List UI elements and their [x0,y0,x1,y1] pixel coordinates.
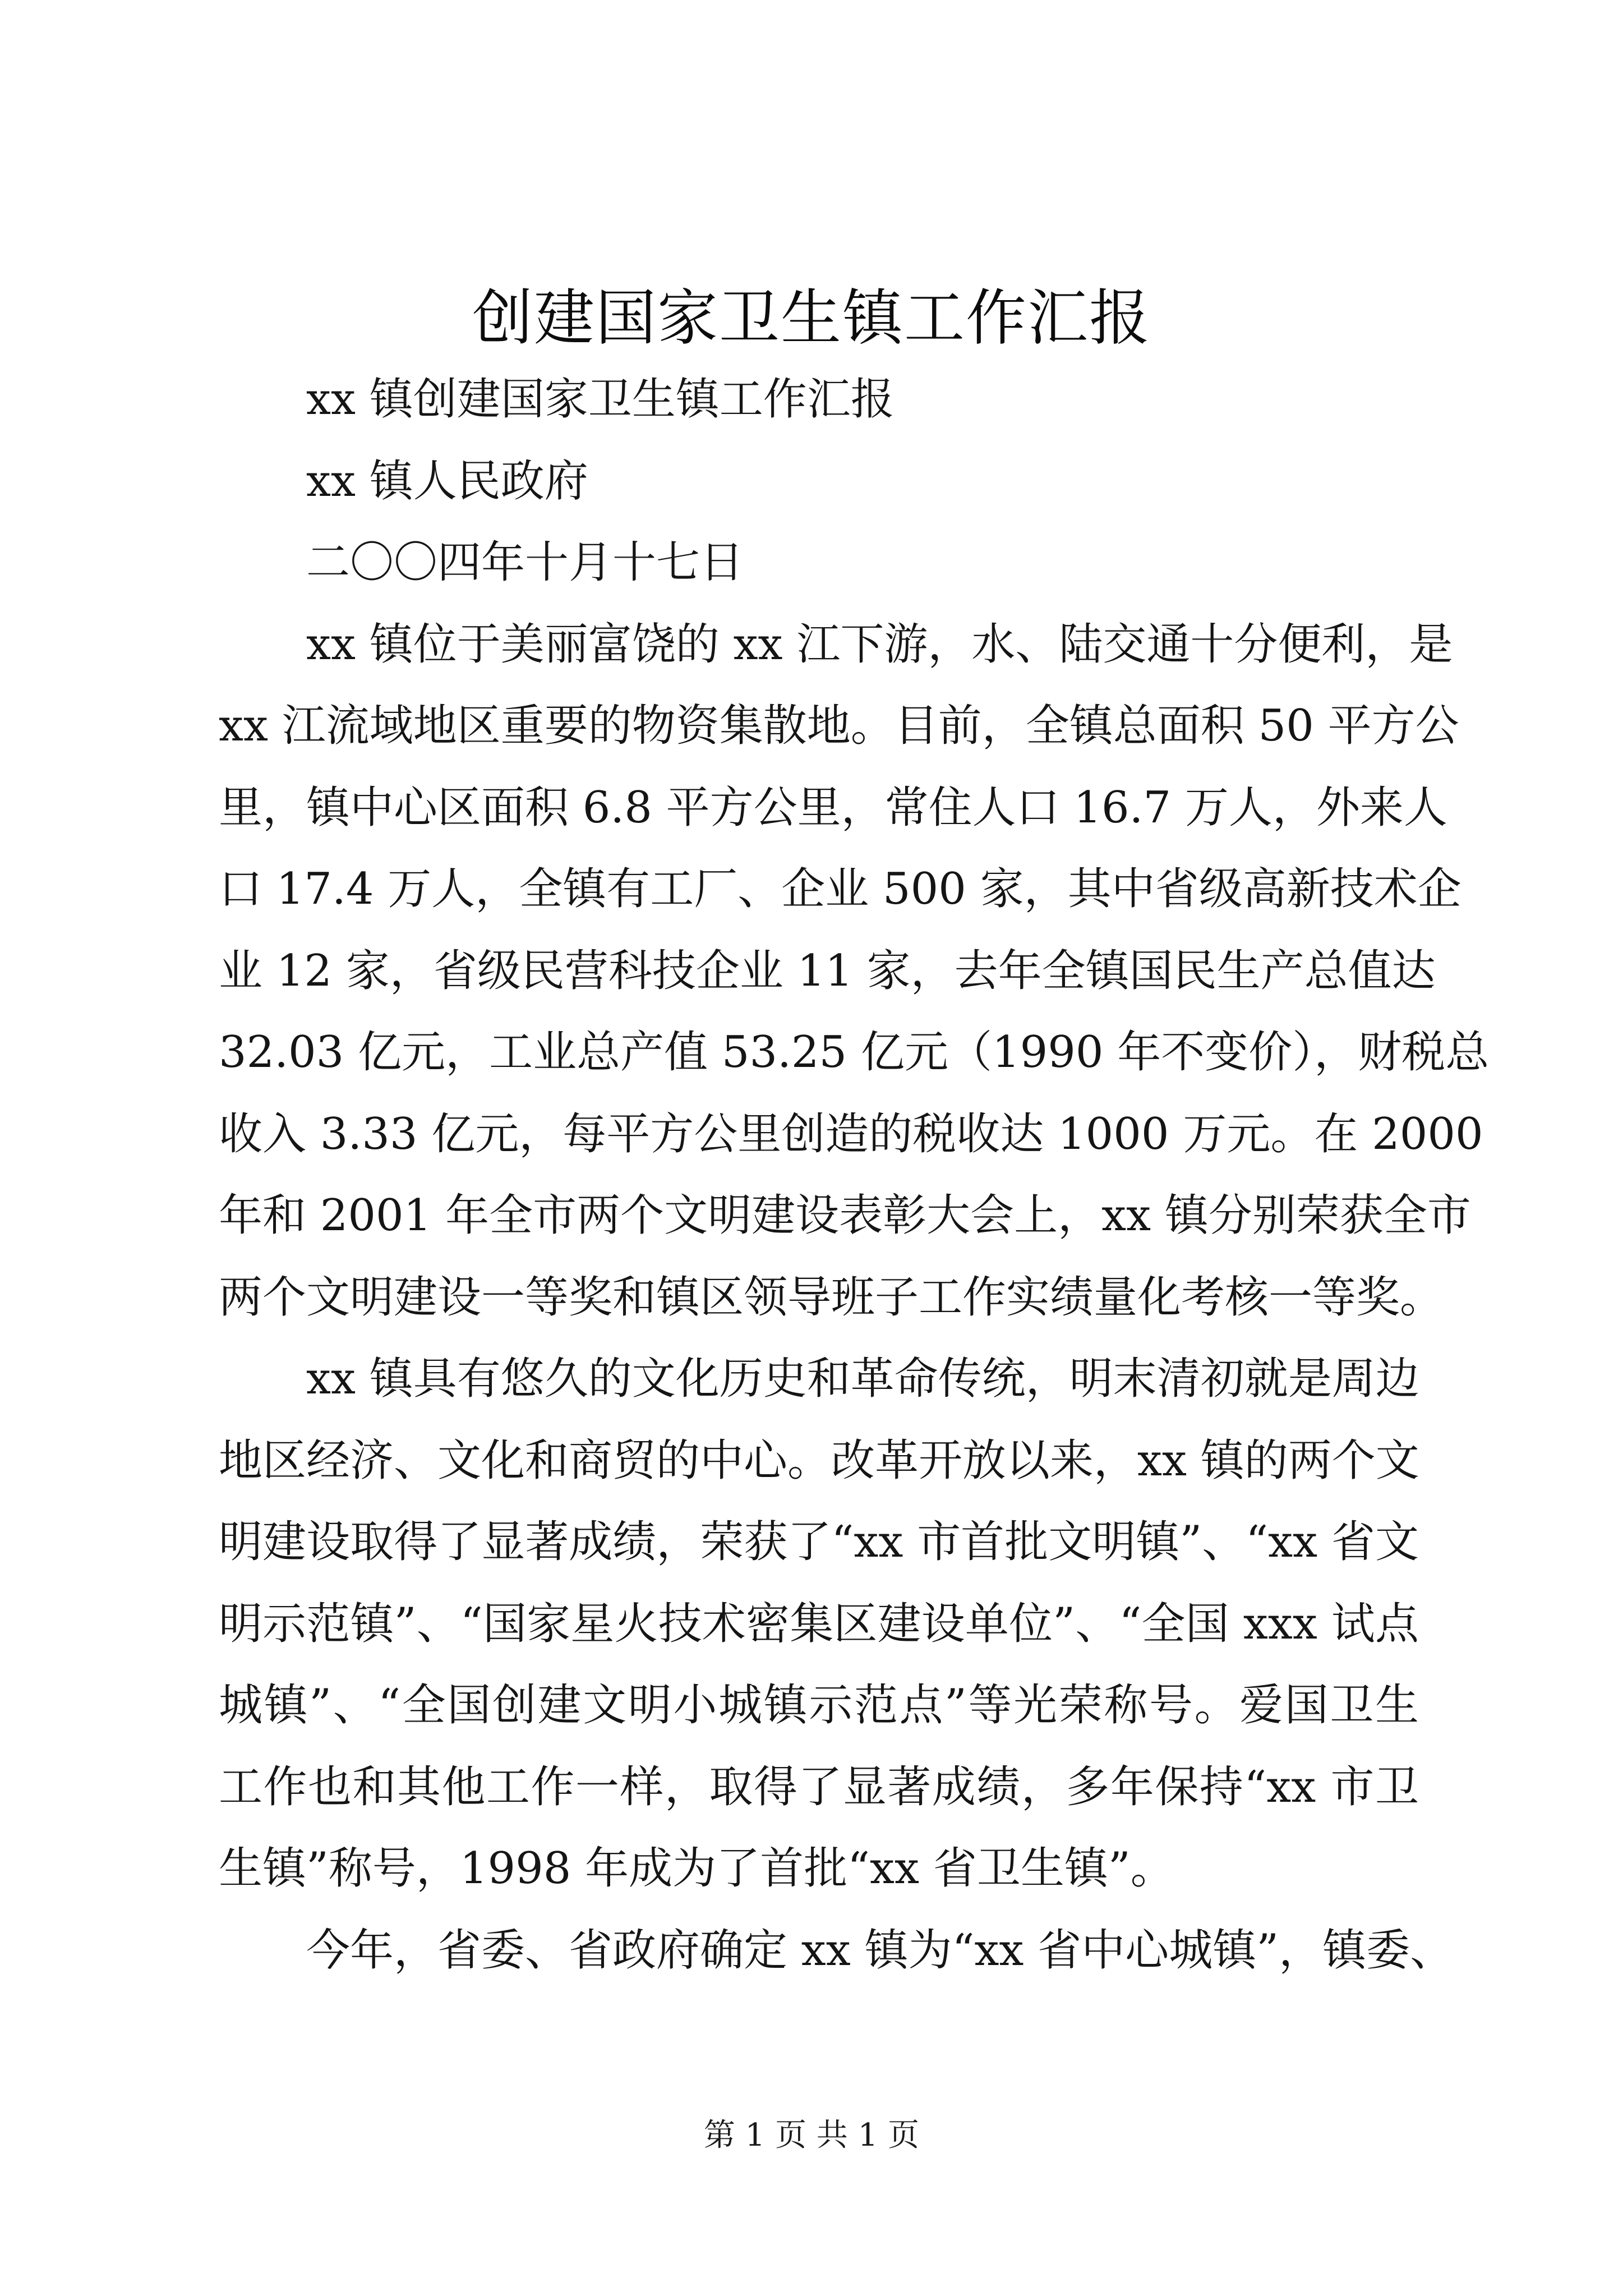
paragraph-1-line: 两个文明建设一等奖和镇区领导班子工作实绩量化考核一等奖。 [219,1272,1444,1323]
paragraph-1-line: 口 17.4 万人，全镇有工厂、企业 500 家，其中省级高新技术企 [219,864,1461,914]
subtitle-line: xx 镇创建国家卫生镇工作汇报 [306,374,895,425]
document-body [219,359,1490,1991]
paragraph-1-line: 业 12 家，省级民营科技企业 11 家，去年全镇国民生产总值达 [219,945,1436,996]
paragraph-1-line: 收入 3.33 亿元，每平方公里创造的税收达 1000 万元。在 2000 [219,1108,1483,1159]
paragraph-2-line: 工作也和其他工作一样，取得了显著成绩，多年保持“xx 市卫 [219,1761,1419,1812]
paragraph-3-line: 今年，省委、省政府确定 xx 镇为“xx 省中心城镇”，镇委、 [306,1925,1454,1976]
issuer-line: xx 镇人民政府 [306,455,588,507]
paragraph-2-line: 地区经济、文化和商贸的中心。改革开放以来，xx 镇的两个文 [219,1435,1419,1486]
page-footer: 第 1 页 共 1 页 [703,2117,920,2154]
paragraph-1-line: xx 江流域地区重要的物资集散地。目前，全镇总面积 50 平方公 [219,701,1459,751]
paragraph-1-line: 里，镇中心区面积 6.8 平方公里，常住人口 16.7 万人，外来人 [219,782,1447,833]
paragraph-2-line: 城镇”、“全国创建文明小城镇示范点”等光荣称号。爱国卫生 [219,1680,1419,1731]
document-title: 创建国家卫生镇工作汇报 [472,283,1151,353]
paragraph-1-line: 年和 2001 年全市两个文明建设表彰大会上，xx 镇分别荣获全市 [219,1190,1471,1241]
date-line: 二〇〇四年十月十七日 [306,537,744,588]
paragraph-2-line: 明建设取得了显著成绩，荣获了“xx 市首批文明镇”、“xx 省文 [219,1517,1419,1567]
paragraph-2-line: xx 镇具有悠久的文化历史和革命传统，明末清初就是周边 [306,1354,1419,1404]
paragraph-2-line: 明示范镇”、“国家星火技术密集区建设单位”、“全国 xxx 试点 [219,1598,1419,1649]
paragraph-1-line: 32.03 亿元，工业总产值 53.25 亿元（1990 年不变价），财税总 [219,1027,1490,1078]
paragraph-1-line: xx 镇位于美丽富饶的 xx 江下游，水、陆交通十分便利，是 [306,619,1453,670]
paragraph-2-line: 生镇”称号，1998 年成为了首批“xx 省卫生镇”。 [219,1843,1174,1894]
